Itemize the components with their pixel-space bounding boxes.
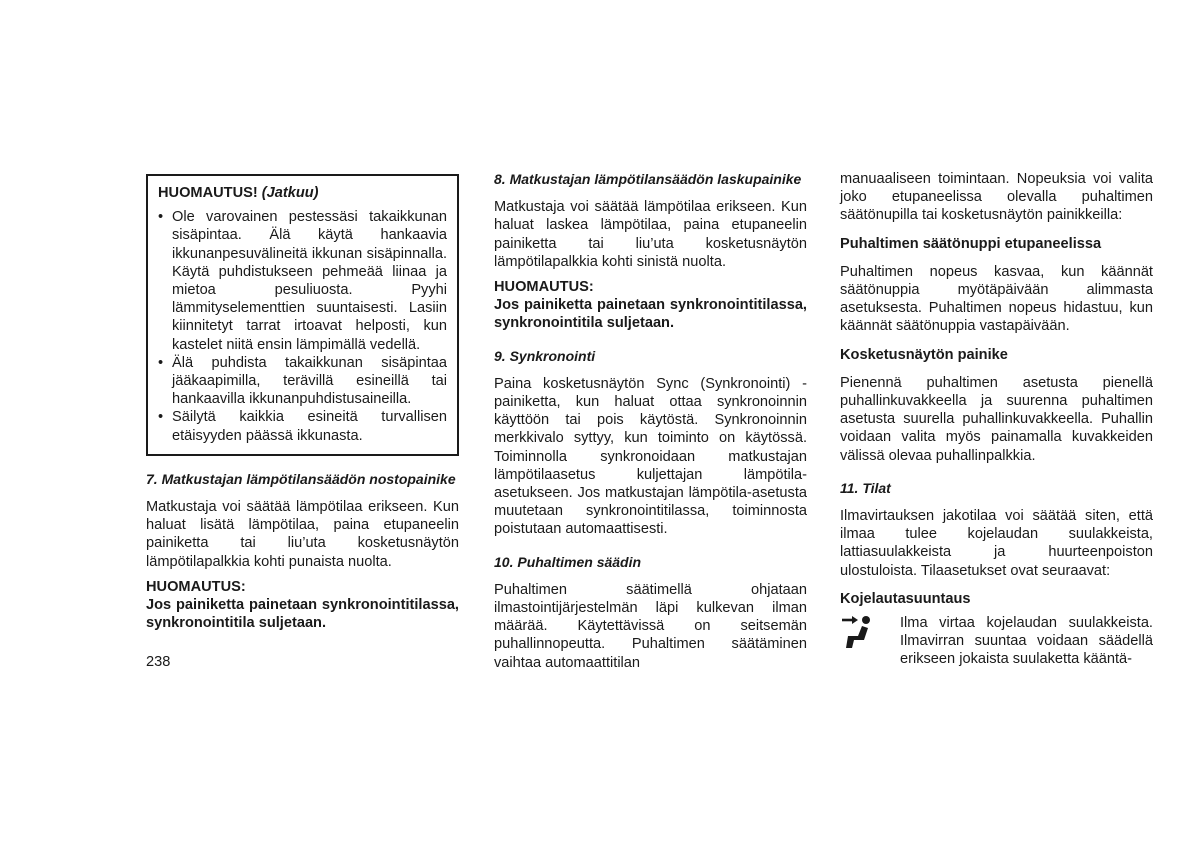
section-9-text: Paina kosketusnäytön Sync (Synkronointi) -painiketta, kun haluat ottaa synkronoinnin käyttöön tai pois käytöstä. Synkronoinnin merkkivalo syttyy, kun toiminto on käytössä. Toiminnolla synkronoidaan matkustajan lämpötilaasetus kuljettajan lämpötila-asetukseen. Jos matkustajan lämpötila-asetusta muutetaan synkronointitilassa, toiminnosta poistutaan automaattisesti. — [494, 375, 807, 538]
warning-box — [146, 174, 459, 456]
knob-heading: Puhaltimen säätönuppi etupaneelissa — [840, 235, 1102, 252]
note-label: HUOMAUTUS: — [146, 578, 246, 595]
panel-mode-text: Ilma virtaa kojelaudan suulakkeista. Ilmavirran suuntaa voidaan säädellä erikseen jokaista suulaketta kääntä- — [900, 615, 1153, 668]
warning-title — [158, 184, 447, 202]
page-number: 238 — [146, 654, 171, 670]
note-text: Jos painiketta painetaan synkronointitilassa, synkronointitila suljetaan. — [494, 297, 807, 332]
note-label: HUOMAUTUS: — [494, 279, 594, 296]
panel-airflow-icon — [840, 614, 890, 657]
touch-text: Pienennä puhaltimen asetusta pienellä puhallinkuvakkeella ja suurenna puhaltimen asetusta suurella puhallinkuvakkeella. Puhallin voidaan valita myös painamalla kuvakkeiden välissä olevaa puhallinpalkkia. — [840, 374, 1153, 464]
section-8-text: Matkustaja voi säätää lämpötilaa erikseen. Kun haluat laskea lämpötilaa, paina etupaneelin painiketta tai liu’uta kosketusnäytön lämpötilapalkkia kohti sinistä nuolta. — [494, 199, 807, 270]
warning-list — [158, 208, 447, 445]
section-9-heading: 9. Synkronointi — [494, 347, 596, 364]
warning-item: • Säilytä kaikkia esineitä turvallisen etäisyyden päässä ikkunasta. — [158, 409, 447, 444]
warning-item: • Älä puhdista takaikkunan sisäpintaa jääkaapimilla, terävillä esineillä tai hankaavilla ikkunanpuhdistusaineilla. — [158, 354, 447, 408]
panel-mode-heading: Kojelautasuuntaus — [840, 590, 971, 607]
knob-text: Puhaltimen nopeus kasvaa, kun käännät säätönuppia myötäpäivään alimmasta asetuksesta. Puhaltimen nopeus hidastuu, kun käännät säätönuppia vastapäivään. — [840, 263, 1153, 335]
column-right — [840, 170, 1153, 669]
note-text: Jos painiketta painetaan synkronointitilassa, synkronointitila suljetaan. — [146, 597, 459, 632]
panel-mode-row — [840, 614, 1153, 669]
bullet-icon: • — [158, 409, 164, 426]
column-left — [146, 170, 459, 632]
touch-heading: Kosketusnäytön painike — [840, 346, 1008, 363]
section-8-heading: 8. Matkustajan lämpötilansäädön laskupainike — [494, 171, 802, 187]
section-11-heading: 11. Tilat — [840, 479, 891, 496]
section-10-heading: 10. Puhaltimen säädin — [494, 553, 642, 570]
section-10-text-cont: manuaaliseen toimintaan. Nopeuksia voi valita joko etupaneelissa olevalla puhaltimen säätönupilla tai kosketusnäytön painikkeilla: — [840, 171, 1153, 224]
bullet-icon: • — [158, 209, 164, 226]
warning-label: HUOMAUTUS! — [158, 185, 258, 201]
section-7-text: Matkustaja voi säätää lämpötilaa erikseen. Kun haluat lisätä lämpötilaa, paina etupaneelin painiketta tai liu’uta kosketusnäytön lämpötilapalkkia kohti punaista nuolta. — [146, 499, 459, 570]
bullet-icon: • — [158, 354, 164, 371]
section-11-text: Ilmavirtauksen jakotilaa voi säätää siten, että ilmaa tulee kojelaudan suulakkeista, lattiasuulakkeista ja huurteenpoiston ulostuloista. Tilaasetukset ovat seuraavat: — [840, 508, 1153, 579]
warning-continued: (Jatkuu) — [261, 185, 319, 201]
section-7-heading: 7. Matkustajan lämpötilansäädön nostopainike — [146, 470, 456, 487]
warning-item: • Ole varovainen pestessäsi takaikkunan sisäpintaa. Älä käytä hankaavia ikkunanpesuvälineitä ikkunan sisäpinnalla. Käytä puhdistukseen pehmeää liinaa ja mietoa pesuliuosta. Pyyhi lämmityselementtien suuntaisesti. Lasiin kiinnitetyt tarrat irtoavat helposti, kun kastelet niitä ensin lämpimällä vedellä. — [158, 209, 447, 353]
section-10-text: Puhaltimen säätimellä ohjataan ilmastointijärjestelmän läpi kulkevan ilman määrää. Käytettävissä on seitsemän puhallinnopeutta. Puhaltimen säätäminen vaihtaa automaattitilan — [494, 581, 807, 671]
column-middle — [494, 170, 807, 672]
